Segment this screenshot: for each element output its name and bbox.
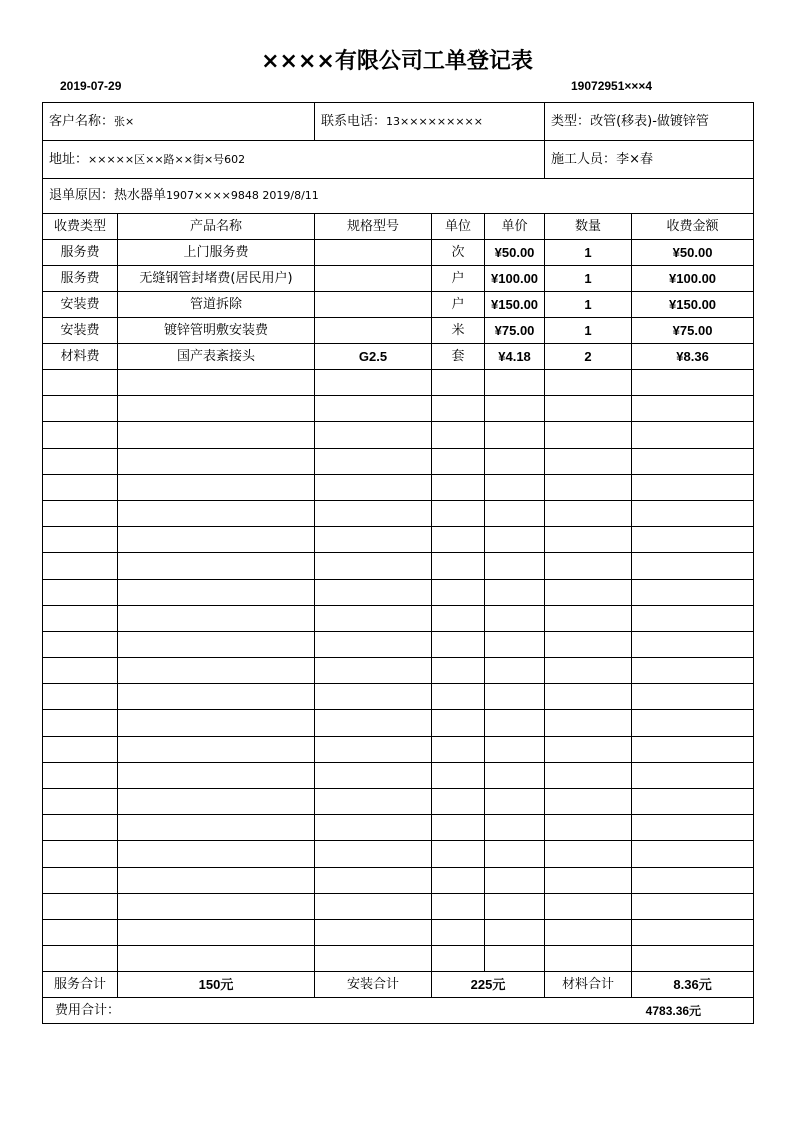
empty-cell: [118, 553, 315, 579]
empty-cell: [432, 946, 485, 972]
column-header-row: [43, 214, 754, 240]
cell-amount: ¥75.00: [632, 318, 754, 344]
empty-cell: [485, 946, 545, 972]
empty-cell: [315, 422, 432, 448]
empty-cell: [118, 579, 315, 605]
empty-cell: [545, 867, 632, 893]
empty-cell: [632, 710, 754, 736]
empty-cell: [432, 762, 485, 788]
empty-cell: [485, 867, 545, 893]
empty-table-row: [43, 867, 754, 893]
empty-cell: [43, 815, 118, 841]
empty-cell: [545, 736, 632, 762]
empty-cell: [545, 474, 632, 500]
cell-type: 服务费: [43, 240, 118, 266]
empty-cell: [315, 684, 432, 710]
empty-cell: [545, 893, 632, 919]
contact-phone-cell: [315, 103, 545, 141]
empty-cell: [485, 579, 545, 605]
empty-cell: [315, 658, 432, 684]
empty-cell: [118, 422, 315, 448]
empty-cell: [632, 893, 754, 919]
empty-table-row: [43, 370, 754, 396]
empty-cell: [432, 527, 485, 553]
empty-cell: [432, 579, 485, 605]
empty-cell: [485, 474, 545, 500]
empty-cell: [632, 658, 754, 684]
empty-cell: [315, 841, 432, 867]
col-header-amount: 收费金额: [632, 214, 754, 240]
cell-spec: [315, 240, 432, 266]
empty-cell: [315, 579, 432, 605]
empty-table-row: [43, 658, 754, 684]
order-type-cell: [545, 103, 754, 141]
empty-cell: [43, 789, 118, 815]
empty-cell: [545, 396, 632, 422]
empty-cell: [485, 841, 545, 867]
table-row: [43, 318, 754, 344]
empty-cell: [432, 658, 485, 684]
cell-qty: 1: [545, 292, 632, 318]
cell-price: ¥4.18: [485, 344, 545, 370]
material-subtotal-value: 8.36元: [632, 972, 754, 998]
address-value: ×××××区××路××街×号602: [88, 152, 246, 166]
empty-cell: [485, 527, 545, 553]
empty-cell: [43, 736, 118, 762]
empty-cell: [315, 605, 432, 631]
empty-cell: [485, 370, 545, 396]
empty-cell: [43, 605, 118, 631]
empty-cell: [632, 789, 754, 815]
worker-cell: [545, 141, 754, 179]
empty-cell: [485, 919, 545, 945]
empty-cell: [632, 474, 754, 500]
empty-table-row: [43, 474, 754, 500]
order-type-value: 改管(移表)-做镀锌管: [590, 113, 709, 129]
empty-table-row: [43, 527, 754, 553]
empty-cell: [485, 893, 545, 919]
empty-cell: [315, 919, 432, 945]
empty-cell: [632, 448, 754, 474]
empty-cell: [485, 631, 545, 657]
empty-table-row: [43, 710, 754, 736]
empty-cell: [632, 370, 754, 396]
cell-unit: 套: [432, 344, 485, 370]
empty-cell: [632, 605, 754, 631]
empty-cell: [43, 867, 118, 893]
contact-phone-label: 联系电话：: [321, 113, 387, 129]
empty-cell: [315, 396, 432, 422]
cell-spec: G2.5: [315, 344, 432, 370]
empty-cell: [632, 527, 754, 553]
empty-cell: [43, 500, 118, 526]
empty-cell: [43, 919, 118, 945]
info-row-3: [43, 179, 754, 214]
empty-cell: [432, 919, 485, 945]
contact-phone-value: 13×××××××××: [386, 114, 483, 128]
service-subtotal-value: 150元: [118, 972, 315, 998]
empty-table-row: [43, 553, 754, 579]
empty-cell: [632, 919, 754, 945]
cell-unit: 米: [432, 318, 485, 344]
empty-cell: [485, 396, 545, 422]
empty-cell: [432, 893, 485, 919]
empty-cell: [118, 448, 315, 474]
empty-cell: [485, 500, 545, 526]
work-order-table: [42, 102, 754, 1024]
empty-cell: [545, 527, 632, 553]
cell-product: 上门服务费: [118, 240, 315, 266]
empty-cell: [545, 579, 632, 605]
cell-qty: 1: [545, 266, 632, 292]
empty-table-row: [43, 448, 754, 474]
empty-cell: [632, 500, 754, 526]
table-row: [43, 240, 754, 266]
empty-cell: [43, 396, 118, 422]
empty-cell: [432, 815, 485, 841]
empty-cell: [485, 605, 545, 631]
cell-type: 安装费: [43, 318, 118, 344]
return-reason-cell: [43, 179, 754, 214]
empty-cell: [43, 527, 118, 553]
empty-cell: [432, 789, 485, 815]
empty-cell: [432, 841, 485, 867]
empty-cell: [432, 500, 485, 526]
cell-type: 安装费: [43, 292, 118, 318]
empty-cell: [43, 841, 118, 867]
empty-cell: [315, 789, 432, 815]
worker-label: 施工人员：: [551, 151, 617, 167]
order-type-label: 类型：: [551, 113, 591, 129]
empty-cell: [545, 762, 632, 788]
empty-cell: [432, 474, 485, 500]
grand-total-row: [43, 998, 754, 1024]
empty-table-row: [43, 815, 754, 841]
empty-cell: [118, 762, 315, 788]
cell-spec: [315, 266, 432, 292]
empty-cell: [43, 474, 118, 500]
empty-cell: [632, 631, 754, 657]
empty-cell: [432, 422, 485, 448]
empty-cell: [545, 946, 632, 972]
empty-cell: [485, 658, 545, 684]
empty-cell: [118, 815, 315, 841]
empty-cell: [315, 893, 432, 919]
empty-cell: [118, 605, 315, 631]
empty-cell: [632, 762, 754, 788]
empty-cell: [43, 631, 118, 657]
cell-spec: [315, 318, 432, 344]
table-row: [43, 266, 754, 292]
empty-cell: [43, 553, 118, 579]
empty-cell: [118, 500, 315, 526]
empty-cell: [315, 527, 432, 553]
cell-product: 国产表紊接头: [118, 344, 315, 370]
cell-price: ¥150.00: [485, 292, 545, 318]
cell-amount: ¥100.00: [632, 266, 754, 292]
col-header-qty: 数量: [545, 214, 632, 240]
empty-cell: [43, 762, 118, 788]
cell-qty: 1: [545, 318, 632, 344]
cell-price: ¥75.00: [485, 318, 545, 344]
empty-cell: [43, 658, 118, 684]
empty-cell: [43, 579, 118, 605]
col-header-spec: 规格型号: [315, 214, 432, 240]
empty-table-row: [43, 919, 754, 945]
empty-cell: [118, 919, 315, 945]
empty-cell: [118, 631, 315, 657]
empty-cell: [632, 815, 754, 841]
empty-cell: [315, 474, 432, 500]
empty-cell: [315, 762, 432, 788]
empty-table-row: [43, 605, 754, 631]
col-header-type: 收费类型: [43, 214, 118, 240]
empty-table-row: [43, 893, 754, 919]
cell-type: 材料费: [43, 344, 118, 370]
empty-table-row: [43, 579, 754, 605]
empty-cell: [632, 867, 754, 893]
empty-cell: [43, 448, 118, 474]
empty-table-row: [43, 762, 754, 788]
install-subtotal-value: 225元: [432, 972, 545, 998]
empty-cell: [545, 815, 632, 841]
empty-cell: [315, 500, 432, 526]
empty-cell: [118, 396, 315, 422]
empty-cell: [118, 867, 315, 893]
empty-cell: [315, 867, 432, 893]
empty-cell: [43, 946, 118, 972]
empty-table-row: [43, 422, 754, 448]
empty-cell: [118, 684, 315, 710]
info-row-2: [43, 141, 754, 179]
empty-cell: [315, 448, 432, 474]
empty-cell: [545, 658, 632, 684]
empty-cell: [632, 946, 754, 972]
cell-amount: ¥50.00: [632, 240, 754, 266]
empty-cell: [632, 684, 754, 710]
customer-name-value: 张×: [114, 114, 135, 128]
empty-cell: [315, 946, 432, 972]
empty-cell: [43, 893, 118, 919]
cell-qty: 1: [545, 240, 632, 266]
empty-table-row: [43, 736, 754, 762]
empty-cell: [632, 841, 754, 867]
empty-cell: [118, 893, 315, 919]
empty-cell: [118, 789, 315, 815]
empty-cell: [315, 553, 432, 579]
empty-cell: [315, 736, 432, 762]
cell-product: 镀锌管明敷安装费: [118, 318, 315, 344]
empty-cell: [118, 370, 315, 396]
cell-price: ¥50.00: [485, 240, 545, 266]
install-subtotal-label: 安装合计: [315, 972, 432, 998]
empty-cell: [432, 553, 485, 579]
empty-cell: [315, 710, 432, 736]
empty-cell: [485, 448, 545, 474]
empty-cell: [432, 370, 485, 396]
empty-cell: [432, 448, 485, 474]
empty-table-row: [43, 500, 754, 526]
cell-product: 无缝钢管封堵费(居民用户): [118, 266, 315, 292]
empty-table-row: [43, 946, 754, 972]
service-subtotal-label: 服务合计: [43, 972, 118, 998]
subtotal-row: [43, 972, 754, 998]
customer-name-label: 客户名称：: [49, 113, 115, 129]
cell-unit: 户: [432, 292, 485, 318]
empty-cell: [118, 841, 315, 867]
empty-cell: [632, 553, 754, 579]
empty-cell: [485, 815, 545, 841]
empty-cell: [43, 710, 118, 736]
empty-cell: [43, 422, 118, 448]
empty-cell: [545, 789, 632, 815]
empty-cell: [432, 867, 485, 893]
cell-qty: 2: [545, 344, 632, 370]
empty-cell: [485, 710, 545, 736]
empty-cell: [485, 684, 545, 710]
empty-cell: [545, 500, 632, 526]
empty-cell: [545, 710, 632, 736]
return-reason-value: 1907××××9848 2019/8/11: [166, 189, 319, 202]
empty-table-row: [43, 631, 754, 657]
customer-name-cell: [43, 103, 315, 141]
address-label: 地址：: [49, 151, 89, 167]
empty-cell: [545, 631, 632, 657]
empty-cell: [485, 736, 545, 762]
empty-table-row: [43, 841, 754, 867]
cell-amount: ¥150.00: [632, 292, 754, 318]
empty-cell: [545, 448, 632, 474]
form-title: ××××有限公司工单登记表: [261, 49, 533, 74]
empty-cell: [545, 553, 632, 579]
col-header-unit: 单位: [432, 214, 485, 240]
grand-total-label: 费用合计：: [55, 1002, 121, 1018]
grand-total-value: 4783.36元: [645, 1003, 702, 1018]
empty-cell: [432, 396, 485, 422]
cell-amount: ¥8.36: [632, 344, 754, 370]
address-cell: [43, 141, 545, 179]
cell-spec: [315, 292, 432, 318]
empty-cell: [485, 762, 545, 788]
empty-cell: [432, 736, 485, 762]
empty-cell: [118, 527, 315, 553]
form-serial-number: 19072951×××4: [571, 79, 653, 93]
cell-type: 服务费: [43, 266, 118, 292]
empty-cell: [632, 736, 754, 762]
form-date: 2019-07-29: [60, 79, 122, 93]
empty-table-row: [43, 684, 754, 710]
cell-unit: 次: [432, 240, 485, 266]
empty-cell: [632, 422, 754, 448]
empty-cell: [118, 474, 315, 500]
cell-product: 管道拆除: [118, 292, 315, 318]
empty-cell: [485, 553, 545, 579]
col-header-product: 产品名称: [118, 214, 315, 240]
empty-cell: [545, 370, 632, 396]
empty-cell: [545, 841, 632, 867]
col-header-price: 单价: [485, 214, 545, 240]
cell-price: ¥100.00: [485, 266, 545, 292]
worker-value: 李×春: [616, 151, 653, 167]
empty-cell: [485, 789, 545, 815]
empty-cell: [43, 684, 118, 710]
empty-cell: [118, 710, 315, 736]
empty-cell: [43, 370, 118, 396]
empty-cell: [485, 422, 545, 448]
empty-cell: [315, 370, 432, 396]
empty-cell: [632, 396, 754, 422]
empty-cell: [315, 631, 432, 657]
empty-cell: [545, 684, 632, 710]
empty-cell: [432, 631, 485, 657]
empty-table-row: [43, 789, 754, 815]
empty-cell: [432, 710, 485, 736]
grand-total-cell: [43, 998, 754, 1024]
empty-cell: [315, 815, 432, 841]
empty-cell: [432, 605, 485, 631]
table-row: [43, 344, 754, 370]
empty-cell: [432, 684, 485, 710]
empty-table-row: [43, 396, 754, 422]
empty-cell: [545, 919, 632, 945]
empty-cell: [118, 946, 315, 972]
material-subtotal-label: 材料合计: [545, 972, 632, 998]
table-row: [43, 292, 754, 318]
info-row-1: [43, 103, 754, 141]
cell-unit: 户: [432, 266, 485, 292]
empty-cell: [545, 422, 632, 448]
empty-cell: [545, 605, 632, 631]
return-reason-label: 退单原因：热水器单: [49, 188, 167, 203]
empty-cell: [632, 579, 754, 605]
empty-cell: [118, 736, 315, 762]
empty-cell: [118, 658, 315, 684]
